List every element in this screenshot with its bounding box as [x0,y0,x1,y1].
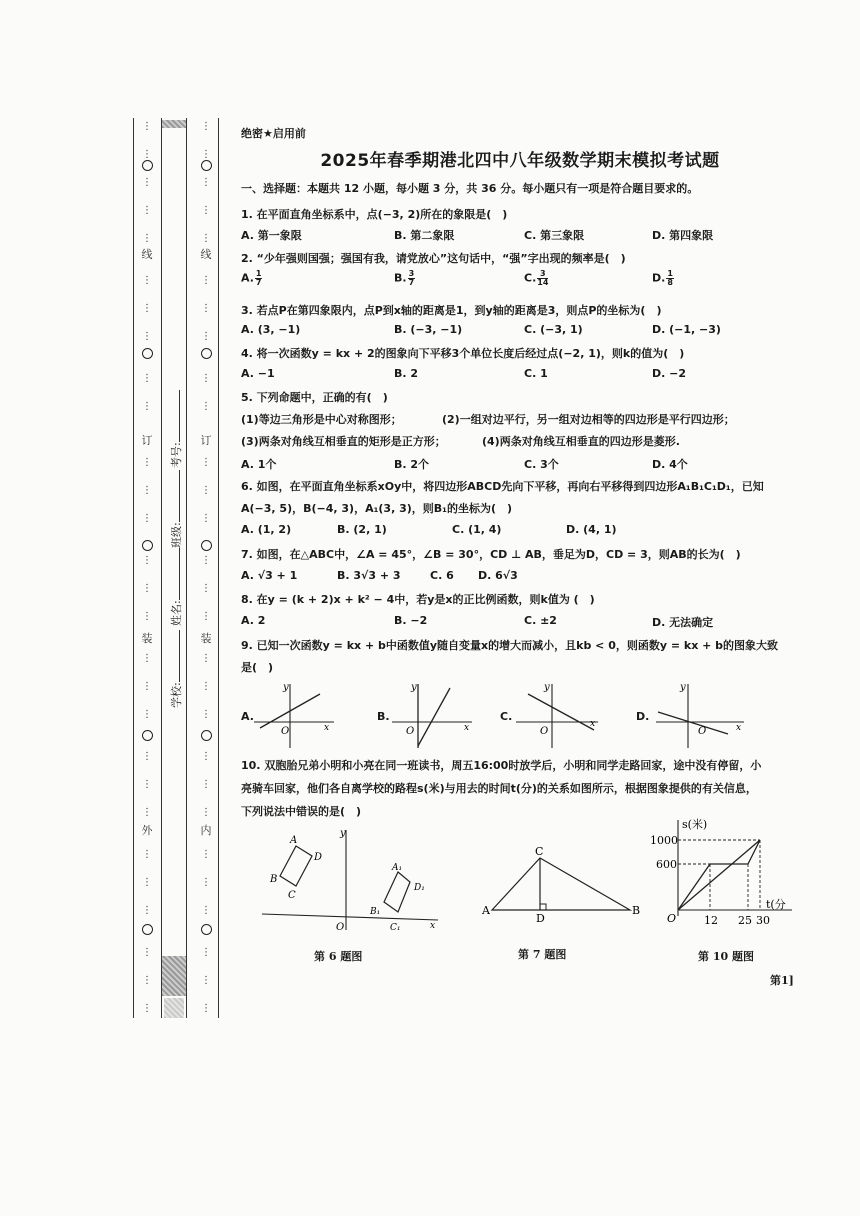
numerator: 1 [255,269,262,278]
x-label: x [464,723,470,733]
class-field[interactable] [168,470,184,548]
margin-dot: ⋮ [142,513,152,524]
x-label: x [324,723,330,733]
q6-option-b[interactable]: B. (2, 1) [337,523,387,536]
q1-option-a[interactable]: A. 第一象限 [241,229,302,242]
question-1-stem: 1. 在平面直角坐标系中，点(−3, 2)所在的象限是( ) [241,208,508,221]
y-label: y [544,682,550,693]
q8-option-b[interactable]: B. −2 [394,614,428,627]
q3-option-d[interactable]: D. (−1, −3) [652,323,721,336]
margin-circle [201,348,212,359]
margin-dot: ⋮ [142,905,152,916]
margin-word-zhuang: 装 [141,632,153,645]
origin-label: O [336,922,345,933]
label-d: D [536,912,545,922]
x-label: x [736,723,742,733]
denominator: 7 [255,278,262,287]
quad-a1b1c1d1 [384,872,410,912]
q6-option-c[interactable]: C. (1, 4) [452,523,502,536]
question-3-stem: 3. 若点P在第四象限内，点P到x轴的距离是1，到y轴的距离是3，则点P的坐标为( ) [241,304,662,317]
margin-circle [201,540,212,551]
label-a: A [290,835,298,846]
option-letter: B. [394,271,407,285]
q4-option-d[interactable]: D. −2 [652,367,687,380]
margin-circle [142,160,153,171]
option-letter: A. [241,271,254,285]
numerator: 3 [408,269,415,278]
q9-graph-c [512,678,604,750]
q5-statement-2: (2)一组对边平行，另一组对边相等的四边形是平行四边形； [442,413,735,426]
margin-line [133,118,134,1018]
s-axis-label: s(米) [682,818,708,831]
q5-statement-3: (3)两条对角线互相垂直的矩形是正方形； [241,435,446,448]
margin-dot: ⋮ [201,681,211,692]
margin-circle [142,540,153,551]
margin-dot: ⋮ [201,177,211,188]
margin-word-wai: 外 [141,824,153,837]
margin-line [161,118,162,1018]
q4-option-c[interactable]: C. 1 [524,367,548,380]
tick-1000: 1000 [650,834,678,847]
exam-no-label: 考号: [170,442,183,468]
scan-artifact [162,120,186,128]
margin-word-xian: 线 [200,248,212,261]
label-b: B [270,874,278,885]
label-a1: A₁ [392,863,403,873]
question-8-stem: 8. 在y = (k + 2)x + k² − 4中，若y是x的正比例函数，则k值为 ( ) [241,593,595,606]
figure-10-caption: 第 10 题图 [698,950,754,963]
name-label: 姓名: [170,600,183,626]
scan-artifact [162,956,186,996]
t-axis-label: t(分 [766,898,786,911]
q9-graph-a [250,678,340,750]
origin-label: O [667,912,677,925]
quad-abcd [280,846,312,886]
q7-option-c[interactable]: C. 6 [430,569,454,582]
figure-6-caption: 第 6 题图 [314,950,363,963]
margin-circle [201,924,212,935]
q6-option-a[interactable]: A. (1, 2) [241,523,292,536]
q1-option-d[interactable]: D. 第四象限 [652,229,714,242]
margin-dot: ⋮ [201,149,211,160]
question-10-stem: 10. 双胞胎兄弟小明和小亮在同一班读书，周五16:00时放学后，小明和同学走路回家，途中没有停留，小 [241,759,762,772]
margin-word-xian: 线 [141,248,153,261]
margin-dot: ⋮ [142,233,152,244]
figure-7-caption: 第 7 题图 [518,948,567,961]
triangle-abc [492,858,630,910]
school-field[interactable] [168,630,184,708]
q5-option-b[interactable]: B. 2个 [394,458,430,471]
q2-option-a[interactable] [241,270,263,287]
question-9-stem: 9. 已知一次函数y = kx + b中函数值y随自变量x的增大而减小，且kb < 0，则函数y = kx + b的图象大致 [241,639,779,652]
y-label: y [680,682,686,693]
margin-dot: ⋮ [201,947,211,958]
margin-dot: ⋮ [142,947,152,958]
denominator: 7 [408,278,415,287]
margin-dot: ⋮ [142,177,152,188]
margin-dot: ⋮ [142,149,152,160]
fraction [408,270,416,287]
q1-option-c[interactable]: C. 第三象限 [524,229,585,242]
q1-option-b[interactable]: B. 第二象限 [394,229,455,242]
label-c: C [535,846,544,858]
margin-dot: ⋮ [201,583,211,594]
margin-dot: ⋮ [142,373,152,384]
margin-dot: ⋮ [142,1003,152,1014]
label-d1: D₁ [414,883,425,893]
question-5-stem: 5. 下列命题中，正确的有( ) [241,391,388,404]
margin-dot: ⋮ [201,1003,211,1014]
binding-margin [128,118,224,1018]
margin-dot: ⋮ [142,751,152,762]
margin-dot: ⋮ [201,121,211,132]
q8-option-c[interactable]: C. ±2 [524,614,557,627]
tick-12: 12 [704,914,718,926]
margin-dot: ⋮ [201,485,211,496]
margin-dot: ⋮ [142,121,152,132]
margin-dot: ⋮ [142,975,152,986]
q9-option-d[interactable]: D. [636,710,650,723]
q9-option-c[interactable]: C. [500,710,513,723]
q4-option-b[interactable]: B. 2 [394,367,419,380]
numerator: 3 [537,270,548,279]
exam-title: 2025年春季期港北四中八年级数学期末模拟考试题 [320,151,720,171]
fraction [666,270,674,287]
q3-option-b[interactable]: B. (−3, −1) [394,323,463,336]
function-line [418,688,450,746]
question-7-stem: 7. 如图，在△ABC中，∠A = 45°，∠B = 30°，CD ⊥ AB，垂足为D，CD = 3，则AB的长为( ) [241,548,741,561]
q6-option-d[interactable]: D. (4, 1) [566,523,617,536]
fraction [537,270,548,287]
margin-line [218,118,219,1018]
margin-dot: ⋮ [201,373,211,384]
q5-option-c[interactable]: C. 3个 [524,458,559,471]
margin-circle [142,924,153,935]
margin-dot: ⋮ [201,275,211,286]
denominator: 8 [667,278,673,287]
q9-option-a[interactable]: A. [241,710,254,723]
origin-label: O [698,726,707,737]
margin-dot: ⋮ [201,709,211,720]
q5-option-d[interactable]: D. 4个 [652,458,688,471]
secret-label: 绝密★启用前 [241,127,306,140]
margin-dot: ⋮ [201,331,211,342]
school-label: 学校: [170,682,183,708]
margin-dots-inner [199,118,213,1018]
margin-dot: ⋮ [201,555,211,566]
label-b1: B₁ [370,907,381,917]
tick-25: 25 [738,914,752,926]
question-9-stem-2: 是( ) [241,661,274,674]
margin-dot: ⋮ [142,849,152,860]
q5-statement-1: (1)等边三角形是中心对称图形； [241,413,402,426]
margin-dot: ⋮ [142,681,152,692]
margin-circle [142,348,153,359]
name-field[interactable] [168,548,184,626]
margin-dot: ⋮ [142,779,152,790]
margin-dot: ⋮ [201,205,211,216]
figure-6 [258,826,444,938]
class-label: 班级: [170,522,183,548]
q9-option-b[interactable]: B. [377,710,390,723]
margin-word-ding: 订 [200,434,212,447]
right-angle-mark [540,904,546,910]
q9-graph-d [652,678,750,750]
fraction [255,270,263,287]
margin-dot: ⋮ [201,611,211,622]
margin-dot: ⋮ [201,849,211,860]
y-label: y [411,682,417,693]
x-label: x [590,719,596,729]
question-10-stem-2: 亮骑车回家，他们各自离学校的路程s(米)与用去的时间t(分)的关系如图所示，根据图象提供的有关信息， [241,782,757,795]
scan-artifact [164,998,184,1018]
label-c: C [288,890,296,901]
margin-dot: ⋮ [201,905,211,916]
margin-dot: ⋮ [142,877,152,888]
label-b: B [632,904,641,917]
margin-word-nei: 内 [200,824,212,837]
q2-option-b[interactable] [394,270,416,287]
function-line [658,712,728,734]
margin-dot: ⋮ [201,457,211,468]
blank-line [169,390,180,442]
margin-circle [201,730,212,741]
margin-dot: ⋮ [201,877,211,888]
question-6-stem-2: A(−3, 5)，B(−4, 3)，A₁(3, 3)，则B₁的坐标为( ) [241,502,513,515]
margin-dot: ⋮ [142,275,152,286]
question-10-stem-3: 下列说法中错误的是( ) [241,805,362,818]
tick-30: 30 [756,914,770,926]
q7-option-d[interactable]: D. 6√3 [478,569,518,582]
margin-circle [142,730,153,741]
option-letter: C. [524,271,537,285]
margin-dot: ⋮ [142,555,152,566]
blank-line [169,548,180,600]
q5-option-a[interactable]: A. 1个 [241,458,277,471]
q3-option-c[interactable]: C. (−3, 1) [524,323,583,336]
margin-dot: ⋮ [142,611,152,622]
tick-600: 600 [656,858,677,871]
margin-dot: ⋮ [142,401,152,412]
y-label: y [283,682,289,693]
margin-dot: ⋮ [142,709,152,720]
q5-statement-4: (4)两条对角线互相垂直的四边形是菱形. [482,435,680,448]
margin-dot: ⋮ [201,975,211,986]
margin-dot: ⋮ [201,401,211,412]
margin-dot: ⋮ [142,303,152,314]
margin-dot: ⋮ [142,457,152,468]
origin-label: O [281,726,290,737]
margin-dot: ⋮ [201,513,211,524]
q8-option-d[interactable]: D. 无法确定 [652,616,714,629]
margin-circle [201,160,212,171]
margin-dot: ⋮ [201,779,211,790]
q2-option-d[interactable] [652,270,675,287]
x-label: x [430,921,436,931]
margin-dot: ⋮ [142,807,152,818]
page-number: 第1] [770,974,794,987]
margin-dot: ⋮ [142,583,152,594]
label-d: D [314,852,323,863]
margin-dot: ⋮ [201,751,211,762]
margin-dot: ⋮ [142,331,152,342]
question-2-stem: 2. “少年强则国强；强国有我，请党放心”这句话中，“强”字出现的频率是( ) [241,252,626,265]
margin-dot: ⋮ [142,653,152,664]
margin-dot: ⋮ [201,233,211,244]
blank-line [169,470,180,522]
function-line [528,694,594,730]
denominator: 14 [537,278,549,287]
y-label: y [340,828,346,839]
label-c1: C₁ [390,923,401,933]
margin-word-ding: 订 [141,434,153,447]
q4-option-a[interactable]: A. −1 [241,367,275,380]
q7-option-b[interactable]: B. 3√3 + 3 [337,569,401,582]
origin-label: O [406,726,415,737]
margin-dots-outer [140,118,154,1018]
margin-word-zhuang: 装 [200,632,212,645]
x-axis [262,914,438,920]
q3-option-a[interactable]: A. (3, −1) [241,323,301,336]
q7-option-a[interactable]: A. √3 + 1 [241,569,298,582]
blank-line [169,630,180,682]
question-4-stem: 4. 将一次函数y = kx + 2的图象向下平移3个单位长度后经过点(−2, 1)，则k的值为( ) [241,347,685,360]
q2-option-c[interactable] [524,270,549,287]
option-letter: D. [652,271,666,285]
margin-line [186,118,187,1018]
margin-dot: ⋮ [142,205,152,216]
figure-10 [650,816,796,926]
q9-graph-b [388,678,478,750]
margin-dot: ⋮ [201,653,211,664]
figure-7 [478,846,648,922]
margin-dot: ⋮ [201,807,211,818]
exam-no-field[interactable] [168,390,184,468]
q8-option-a[interactable]: A. 2 [241,614,266,627]
numerator: 1 [667,269,673,278]
margin-dot: ⋮ [201,303,211,314]
section-heading: 一、选择题：本题共 12 小题，每小题 3 分，共 36 分。每小题只有一项是符合题目要求的。 [241,182,699,195]
margin-dot: ⋮ [142,485,152,496]
question-6-stem: 6. 如图，在平面直角坐标系xOy中，将四边形ABCD先向下平移，再向右平移得到四边形A₁B₁C₁D₁，已知 [241,480,764,493]
label-a: A [482,904,490,917]
origin-label: O [540,726,549,737]
